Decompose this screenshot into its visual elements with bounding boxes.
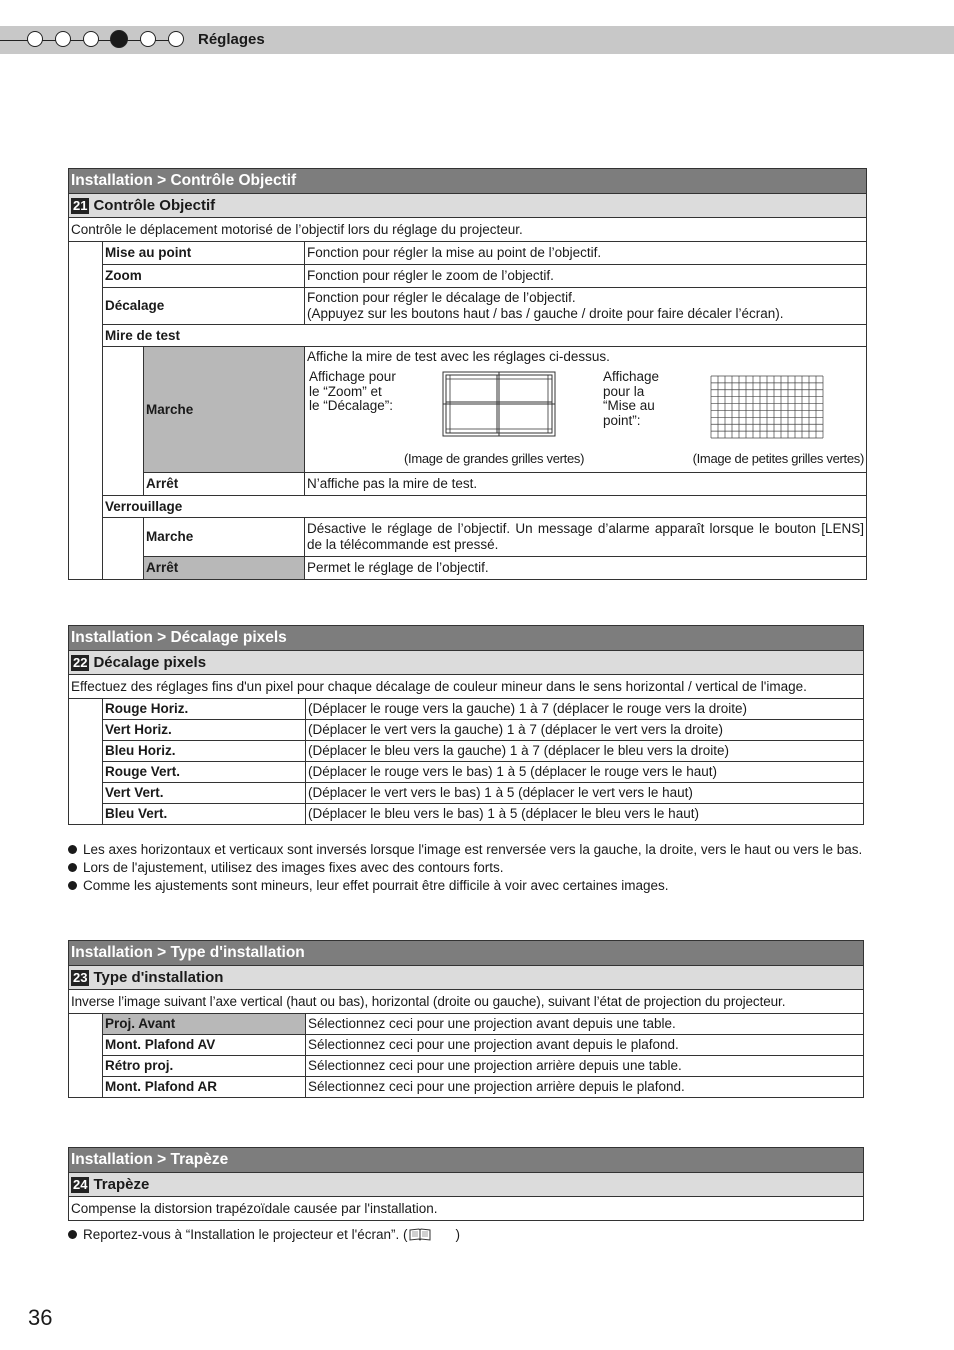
- option-label: Rouge Vert.: [103, 762, 306, 783]
- test-pattern-desc-cell: [305, 347, 867, 473]
- section-title: Installation > Trapèze: [69, 1148, 864, 1173]
- indent-cell: [103, 518, 144, 580]
- label-line: point”:: [603, 412, 641, 428]
- keystone-table: [68, 1147, 864, 1221]
- option-desc: Fonction pour régler la mise au point de l’objectif.: [305, 242, 867, 265]
- option-desc: Sélectionnez ceci pour une projection arrière depuis une table.: [306, 1056, 864, 1077]
- option-label: Arrêt: [144, 473, 305, 496]
- option-label: Zoom: [103, 265, 305, 288]
- page-section-title: Réglages: [198, 31, 265, 48]
- option-desc: (Déplacer le bleu vers la gauche) 1 à 7 (déplacer le bleu vers la droite): [306, 741, 864, 762]
- note-text: ): [455, 1227, 460, 1242]
- option-label: Marche: [144, 347, 305, 473]
- option-label: Vert Horiz.: [103, 720, 306, 741]
- option-desc: (Déplacer le vert vers la gauche) 1 à 7 (déplacer le vert vers la droite): [306, 720, 864, 741]
- option-desc: Sélectionnez ceci pour une projection avant depuis une table.: [306, 1014, 864, 1035]
- option-label: Mise au point: [103, 242, 305, 265]
- item-number: 24: [73, 1176, 88, 1192]
- option-label: Bleu Vert.: [103, 804, 306, 825]
- subtitle-text: Type d'installation: [93, 968, 224, 986]
- option-label: Rouge Horiz.: [103, 699, 306, 720]
- option-label: Rétro proj.: [103, 1056, 306, 1077]
- option-desc: Sélectionnez ceci pour une projection avant depuis le plafond.: [306, 1035, 864, 1056]
- section-subtitle: [69, 1173, 864, 1197]
- option-label: Décalage: [103, 288, 305, 325]
- keystone-notes: [68, 1227, 876, 1245]
- option-desc: (Déplacer le rouge vers le bas) 1 à 5 (déplacer le rouge vers le haut): [306, 762, 864, 783]
- note-text: Reportez-vous à “Installation le projecteur et l'écran”. (: [83, 1227, 408, 1242]
- section-description: Contrôle le déplacement motorisé de l’objectif lors du réglage du projecteur.: [69, 218, 867, 242]
- item-number: 23: [73, 969, 88, 985]
- option-desc: Permet le réglage de l’objectif.: [305, 557, 867, 580]
- option-label: Marche: [144, 518, 305, 557]
- small-grid-caption: (Image de petites grilles vertes): [692, 451, 865, 466]
- option-desc: Affiche la mire de test avec les réglages ci-dessus.: [307, 349, 610, 364]
- option-label: Verrouillage: [103, 496, 867, 518]
- option-label: Mont. Plafond AV: [103, 1035, 306, 1056]
- option-desc: (Déplacer le bleu vers le bas) 1 à 5 (déplacer le bleu vers le haut): [306, 804, 864, 825]
- large-grid-caption: (Image de grandes grilles vertes): [404, 451, 585, 466]
- option-desc: N’affiche pas la mire de test.: [305, 473, 867, 496]
- section-title: Installation > Décalage pixels: [69, 626, 864, 651]
- zoom-shift-display-label: [309, 370, 396, 414]
- chapter-dot-3: [83, 31, 99, 47]
- note-item: Les axes horizontaux et verticaux sont inversés lorsque l'image est renversée vers la gauche, la droite, vers le haut ou vers le bas.: [68, 842, 876, 858]
- section-description: Inverse l’image suivant l’axe vertical (haut ou bas), horizontal (droite ou gauche), suivant l’état de projection du projecteur.: [69, 990, 864, 1014]
- focus-display-label: [603, 370, 659, 428]
- chapter-dot-5: [140, 31, 156, 47]
- subtitle-text: Trapèze: [93, 1175, 150, 1193]
- subtitle-text: Décalage pixels: [93, 653, 207, 671]
- indent-cell: [69, 699, 103, 825]
- option-label: Vert Vert.: [103, 783, 306, 804]
- option-desc-line: (Appuyez sur les boutons haut / bas / gauche / droite pour faire décaler l’écran).: [307, 306, 784, 321]
- large-grid-image: [442, 371, 556, 437]
- chapter-dot-current: [110, 30, 128, 48]
- section-title: Installation > Type d'installation: [69, 941, 864, 966]
- option-label-selected: Proj. Avant: [103, 1014, 306, 1035]
- option-desc: Sélectionnez ceci pour une projection arrière depuis le plafond.: [306, 1077, 864, 1098]
- page-number: 36: [28, 1305, 53, 1330]
- note-item: [68, 1227, 876, 1243]
- item-number: 21: [73, 197, 88, 213]
- chapter-dot-6: [168, 31, 184, 47]
- section-subtitle: [69, 651, 864, 675]
- note-item: Lors de l'ajustement, utilisez des images fixes avec des contours forts.: [68, 860, 876, 876]
- pixel-shift-notes: [68, 842, 876, 896]
- label-line: Affichage: [603, 369, 660, 384]
- option-desc: (Déplacer le rouge vers la gauche) 1 à 7 (déplacer le rouge vers la droite): [306, 699, 864, 720]
- label-line: “Mise au: [603, 398, 655, 413]
- label-line: le “Décalage”:: [309, 398, 394, 413]
- option-label: Bleu Horiz.: [103, 741, 306, 762]
- subtitle-text: Contrôle Objectif: [93, 196, 216, 214]
- note-item: Comme les ajustements sont mineurs, leur effet pourrait être difficile à voir avec certaines images.: [68, 878, 876, 894]
- section-description: Compense la distorsion trapézoïdale causée par l'installation.: [69, 1197, 864, 1221]
- book-icon[interactable]: [409, 1228, 431, 1241]
- lens-control-table: [68, 168, 867, 580]
- label-line: pour la: [603, 383, 645, 399]
- option-desc: Fonction pour régler le zoom de l’objectif.: [305, 265, 867, 288]
- option-desc-line: Fonction pour régler le décalage de l’objectif.: [307, 290, 576, 305]
- chapter-dot-2: [55, 31, 71, 47]
- indent-cell: [69, 1014, 103, 1098]
- installation-type-table: [68, 940, 864, 1098]
- indent-cell: [69, 242, 103, 580]
- option-label: Mont. Plafond AR: [103, 1077, 306, 1098]
- option-desc: (Déplacer le vert vers le bas) 1 à 5 (déplacer le vert vers le haut): [306, 783, 864, 804]
- label-line: Affichage pour: [309, 369, 396, 384]
- section-description: Effectuez des réglages fins d'un pixel pour chaque décalage de couleur mineur dans le sens horizontal / vertical de l'image.: [69, 675, 864, 699]
- option-label: Mire de test: [103, 325, 867, 347]
- item-number: 22: [73, 654, 88, 670]
- section-subtitle: [69, 194, 867, 218]
- indent-cell: [103, 347, 144, 496]
- section-title: Installation > Contrôle Objectif: [69, 169, 867, 194]
- section-subtitle: [69, 966, 864, 990]
- pixel-shift-table: [68, 625, 864, 825]
- option-desc: [305, 288, 867, 325]
- label-line: le “Zoom” et: [309, 383, 382, 399]
- chapter-dot-1: [27, 31, 43, 47]
- option-label: Arrêt: [144, 557, 305, 580]
- small-grid-image: [710, 375, 824, 439]
- option-desc: Désactive le réglage de l’objectif. Un message d’alarme apparaît lorsque le bouton [LENS] de la télécommande est pressé.: [305, 518, 867, 557]
